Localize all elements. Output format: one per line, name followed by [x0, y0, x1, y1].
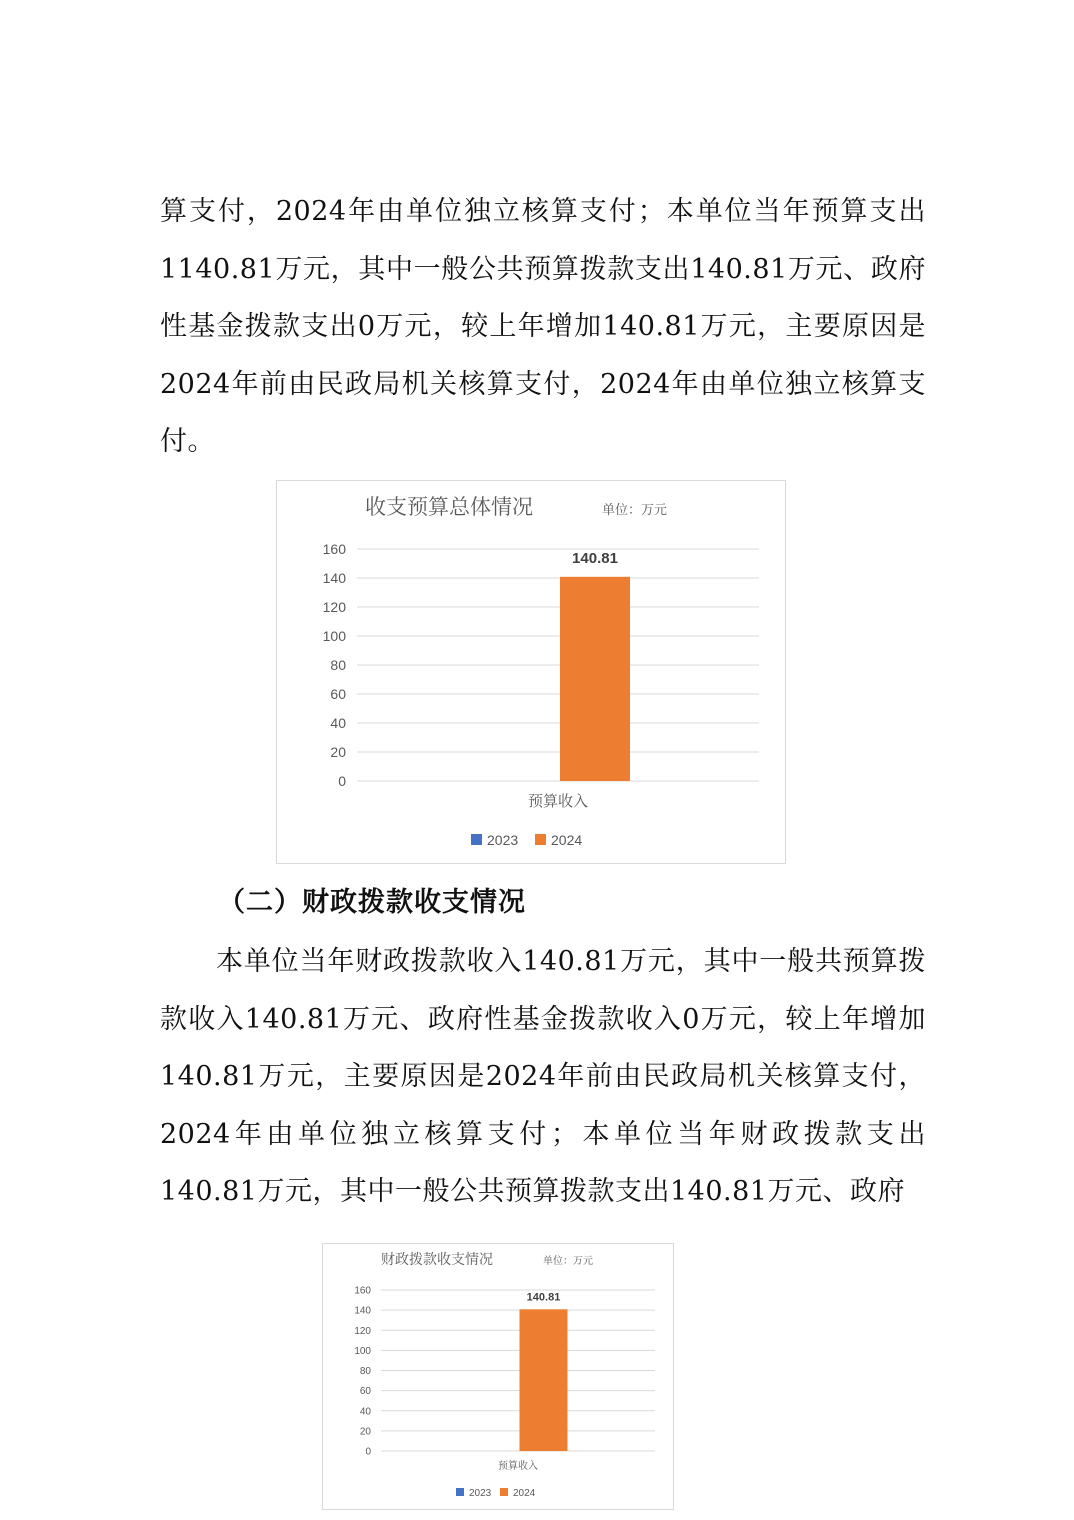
- y-tick-label: 20: [359, 1426, 371, 1438]
- y-tick-label: 160: [322, 540, 346, 557]
- x-category-label: 预算收入: [498, 1461, 538, 1472]
- chart-unit-label: 单位：万元: [543, 1256, 593, 1267]
- y-tick-label: 0: [365, 1446, 371, 1458]
- budget-overview-chart: [276, 480, 786, 864]
- bar-2024: [520, 1309, 568, 1451]
- body-paragraph-1: 算支付，2024年由单位独立核算支付；本单位当年预算支出1140.81万元，其中一般公共预算拨款支出140.81万元、政府性基金拨款支出0万元，较上年增加140.81万元，主要原因是2024年前由民政局机关核算支付，2024年由单位独立核算支付。: [160, 196, 926, 457]
- legend-label-2024: 2024: [551, 832, 583, 848]
- fiscal-appropriation-chart-svg: [323, 1244, 672, 1508]
- data-label: 140.81: [526, 1291, 561, 1304]
- y-tick-label: 120: [322, 598, 346, 615]
- legend-label-2023: 2023: [469, 1488, 492, 1499]
- legend-swatch-2023: [456, 1488, 464, 1496]
- y-tick-label: 20: [330, 743, 346, 760]
- y-tick-label: 100: [354, 1345, 371, 1357]
- legend-label-2024: 2024: [513, 1488, 536, 1499]
- budget-overview-chart-svg: [277, 481, 784, 862]
- chart-title: 财政拨款收支情况: [381, 1252, 493, 1268]
- x-category-label: 预算收入: [527, 792, 589, 810]
- y-tick-label: 60: [359, 1386, 371, 1398]
- y-tick-label: 80: [330, 656, 346, 673]
- chart-title: 收支预算总体情况: [365, 495, 533, 519]
- y-tick-label: 40: [359, 1406, 371, 1418]
- y-tick-label: 0: [338, 772, 346, 789]
- y-tick-label: 60: [330, 685, 346, 702]
- legend-swatch-2024: [500, 1488, 508, 1496]
- section-heading: （二）财政拨款收支情况: [218, 887, 526, 918]
- y-tick-label: 120: [354, 1325, 371, 1337]
- y-tick-label: 140: [322, 569, 346, 586]
- bar-2024: [560, 577, 630, 781]
- chart-unit-label: 单位：万元: [602, 503, 668, 518]
- y-tick-label: 40: [330, 714, 346, 731]
- y-tick-label: 80: [359, 1366, 371, 1377]
- y-tick-label: 160: [354, 1285, 371, 1297]
- fiscal-appropriation-chart: [322, 1243, 674, 1510]
- y-tick-label: 100: [322, 627, 346, 644]
- legend-swatch-2024: [535, 834, 546, 845]
- data-label: 140.81: [572, 549, 618, 567]
- body-paragraph-2: 本单位当年财政拨款收入140.81万元，其中一般共预算拨款收入140.81万元、政府性基金拨款收入0万元，较上年增加140.81万元，主要原因是2024年前由民政局机关核算支付，2024年由单位独立核算支付；本单位当年财政拨款支出140.81万元，其中一般公共预算拨款支出140.81万元、政府: [160, 946, 926, 1207]
- legend-swatch-2023: [471, 834, 482, 845]
- y-tick-label: 140: [354, 1305, 371, 1317]
- legend-label-2023: 2023: [487, 832, 519, 848]
